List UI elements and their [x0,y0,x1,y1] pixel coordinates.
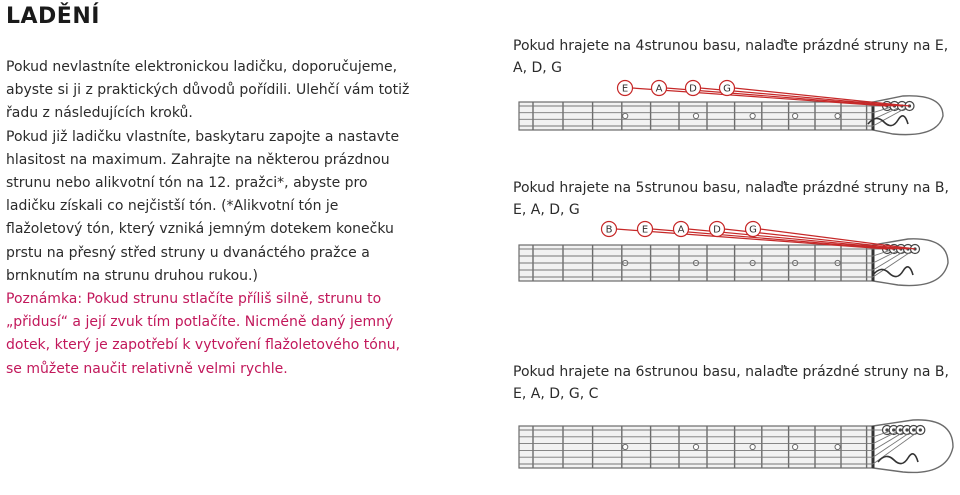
fret-marker-3 [793,444,798,449]
instructions [6,56,411,381]
tuning-peg-post-4 [912,428,915,431]
tuning-peg-post-2 [899,428,902,431]
callout-note-D: D [713,224,721,236]
page-title: LADĚNÍ [6,4,100,29]
note-paragraph: Poznámka: Pokud strunu stlačíte příliš silně, strunu to „přidusí“ a její zvuk tím potlačíte. Nicméně daný jemný dotek, který je zapotřebí k vytvoření flažoletového tónu, se můžete naučit relativně velmi rychle. [6,291,401,377]
caption-4-string: Pokud hrajete na 4strunou basu, nalaďte prázdné struny na E, A, D, G [513,38,949,76]
fret-marker-2 [750,113,755,118]
fret-marker-1 [693,444,698,449]
tuning-peg-post-5 [919,428,922,431]
fret-marker-1 [693,113,698,118]
callout-note-G: G [749,224,757,236]
intro-paragraph-1: Pokud nevlastníte elektronickou ladičku, doporučujeme, abyste si ji z praktických důvodů pořídili. Ulehčí vám totiž řadu z následujících kroků. [6,59,410,122]
callout-note-D: D [689,83,697,95]
callout-note-G: G [723,83,731,95]
fret-marker-0 [623,444,628,449]
fret-marker-4 [835,444,840,449]
fret-marker-4 [835,113,840,118]
neck-6-string [513,408,960,483]
fret-marker-0 [623,113,628,118]
tuning-peg-post-3 [905,428,908,431]
callout-note-A: A [677,224,685,236]
fret-marker-2 [750,444,755,449]
tuning-peg-post-0 [885,428,888,431]
neck-5-string-diagram [513,219,960,299]
caption-6-string: Pokud hrajete na 6strunou basu, nalaďte prázdné struny na B, E, A, D, G, C [513,364,949,402]
caption-5-string: Pokud hrajete na 5strunou basu, nalaďte prázdné struny na B, E, A, D, G [513,180,949,218]
neck-4-string-diagram [513,78,960,148]
neck-6-string-diagram [513,408,960,483]
tuning-peg-post-1 [892,428,895,431]
fret-marker-3 [793,113,798,118]
intro-paragraph-2: Pokud již ladičku vlastníte, baskytaru zapojte a nastavte hlasitost na maximum. Zahrajte na některou prázdnou strunu nebo alikvotní tón na 12. pražci*, abyste pro ladičku získali co nejčistší tón. (*Alikvotní tón je flažoletový tón, který vzniká jemným dotekem konečku prstu na přesný střed struny u dvanáctého pražce a brnknutím na strunu druhou rukou.) [6,128,400,284]
neck-4-string [513,78,960,148]
callout-note-B: B [605,224,613,236]
callout-note-A: A [655,83,663,95]
neck-5-string [513,219,960,299]
callout-note-E: E [641,224,649,236]
callout-note-E: E [621,83,629,95]
